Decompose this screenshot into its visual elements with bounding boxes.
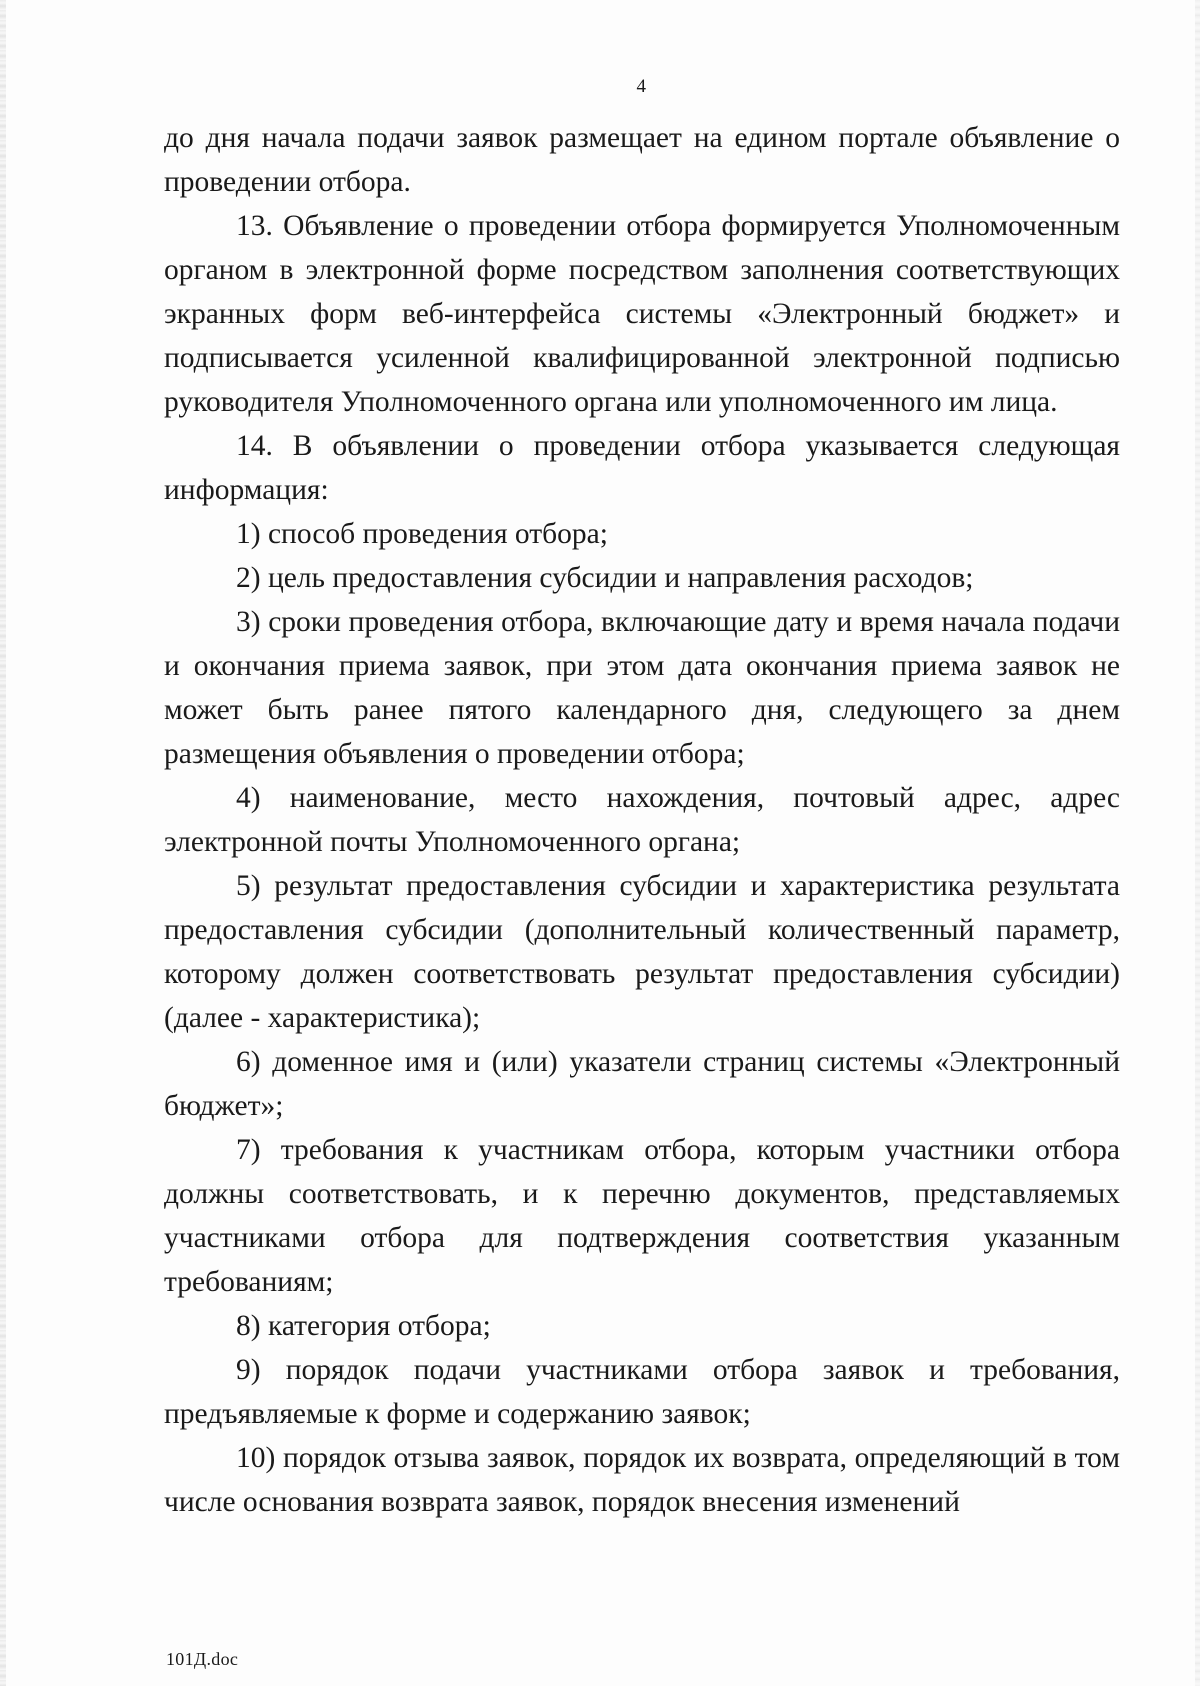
scan-edge-right [1195, 0, 1200, 1686]
scan-edge-left [0, 0, 6, 1686]
list-item-1: 1) способ проведения отбора; [236, 518, 608, 550]
list-item-5: 5) результат предоставления субсидии и характеристика результата предоставления субсидии (дополнительный количественный параметр, которому должен соответствовать результат предоставления субсидии) (далее - характеристика); [164, 870, 1120, 1034]
list-item-10: 10) порядок отзыва заявок, порядок их возврата, определяющий в том числе основания возврата заявок, порядок внесения изменений [164, 1442, 1120, 1518]
list-item-6: 6) доменное имя и (или) указатели страниц системы «Электронный бюджет»; [164, 1046, 1120, 1122]
list-item-8: 8) категория отбора; [236, 1310, 491, 1342]
paragraph-13: 13. Объявление о проведении отбора формируется Уполномоченным органом в электронной форме посредством заполнения соответствующих экранных форм веб-интерфейса системы «Электронный бюджет» и подписывается усиленной квалифицированной электронной подписью руководителя Уполномоченного органа или уполномоченного им лица. [164, 210, 1120, 418]
list-item-7: 7) требования к участникам отбора, которым участники отбора должны соответствовать, и к перечню документов, представляемых участниками отбора для подтверждения соответствия указанным требованиям; [164, 1134, 1120, 1298]
list-item-3: 3) сроки проведения отбора, включающие дату и время начала подачи и окончания приема заявок, при этом дата окончания приема заявок не может быть ранее пятого календарного дня, следующего за днем размещения объявления о проведении отбора; [164, 606, 1120, 770]
footer-filename: 101Д.doc [166, 1649, 239, 1669]
paragraph-14: 14. В объявлении о проведении отбора указывается следующая информация: [164, 430, 1120, 506]
document-body [164, 116, 1120, 1524]
page-number: 4 [636, 76, 647, 97]
list-item-4: 4) наименование, место нахождения, почтовый адрес, адрес электронной почты Уполномоченного органа; [164, 782, 1120, 858]
paragraph-continuation: до дня начала подачи заявок размещает на едином портале объявление о проведении отбора. [164, 122, 1120, 198]
list-item-9: 9) порядок подачи участниками отбора заявок и требования, предъявляемые к форме и содержанию заявок; [164, 1354, 1120, 1430]
list-item-2: 2) цель предоставления субсидии и направления расходов; [236, 562, 974, 594]
